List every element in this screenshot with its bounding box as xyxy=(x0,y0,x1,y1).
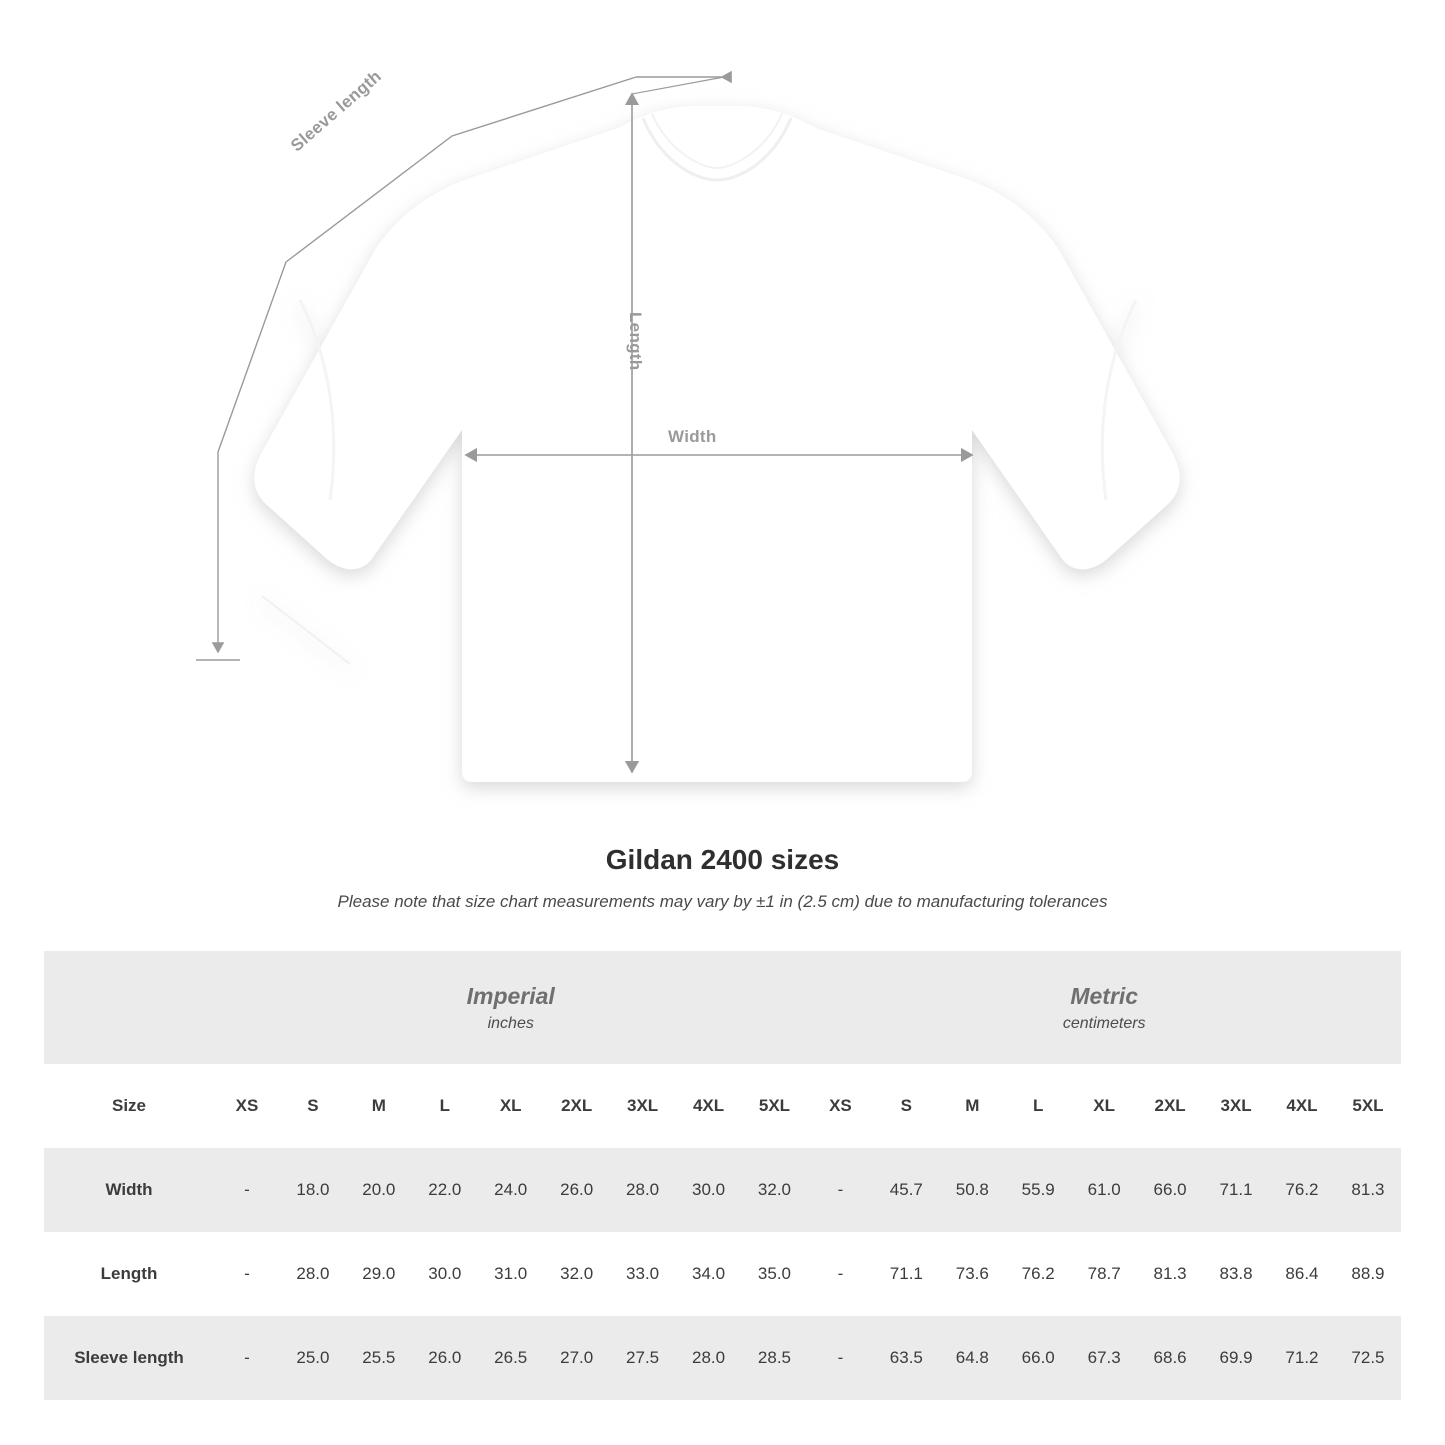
table-cell: 29.0 xyxy=(346,1232,412,1316)
table-cell: 26.0 xyxy=(412,1316,478,1400)
size-header-cell: S xyxy=(873,1064,939,1148)
table-cell: 81.3 xyxy=(1335,1148,1401,1232)
table-cell: 66.0 xyxy=(1005,1316,1071,1400)
size-header-cell: 4XL xyxy=(676,1064,742,1148)
table-cell: 86.4 xyxy=(1269,1232,1335,1316)
size-row-label: Size xyxy=(44,1064,214,1148)
title-block xyxy=(0,844,1445,912)
size-header-cell: 5XL xyxy=(742,1064,808,1148)
unit-header-spacer xyxy=(44,951,214,1064)
table-cell: 68.6 xyxy=(1137,1316,1203,1400)
table-cell: 76.2 xyxy=(1005,1232,1071,1316)
size-header-cell: M xyxy=(939,1064,1005,1148)
table-cell: 27.5 xyxy=(610,1316,676,1400)
unit-group-imperial xyxy=(214,951,807,1064)
table-cell: 34.0 xyxy=(676,1232,742,1316)
table-cell: 76.2 xyxy=(1269,1148,1335,1232)
page-title: Gildan 2400 sizes xyxy=(605,844,840,875)
table-cell: 27.0 xyxy=(544,1316,610,1400)
size-header-cell: 5XL xyxy=(1335,1064,1401,1148)
table-row xyxy=(44,1148,1401,1232)
length-dimension-label: Length xyxy=(626,312,645,371)
table-cell: 64.8 xyxy=(939,1316,1005,1400)
table-cell: 35.0 xyxy=(742,1232,808,1316)
table-cell: 66.0 xyxy=(1137,1148,1203,1232)
table-row xyxy=(44,1232,1401,1316)
size-header-cell: M xyxy=(346,1064,412,1148)
table-cell: - xyxy=(214,1232,280,1316)
size-header-cell: 2XL xyxy=(1137,1064,1203,1148)
table-cell: 32.0 xyxy=(742,1148,808,1232)
table-cell: 32.0 xyxy=(544,1232,610,1316)
table-cell: 18.0 xyxy=(280,1148,346,1232)
size-header-cell: 3XL xyxy=(610,1064,676,1148)
table-cell: 78.7 xyxy=(1071,1232,1137,1316)
size-chart-table xyxy=(44,951,1401,1400)
table-cell: 88.9 xyxy=(1335,1232,1401,1316)
size-header-cell: XL xyxy=(478,1064,544,1148)
size-header-cell: 2XL xyxy=(544,1064,610,1148)
width-dimension-label: Width xyxy=(668,427,717,446)
table-cell: 26.0 xyxy=(544,1148,610,1232)
table-cell: 30.0 xyxy=(412,1232,478,1316)
size-header-cell: S xyxy=(280,1064,346,1148)
size-header-cell: XS xyxy=(807,1064,873,1148)
table-cell: 69.9 xyxy=(1203,1316,1269,1400)
unit-group-imperial-name: Imperial xyxy=(466,982,555,1009)
tolerance-note: Please note that size chart measurements may vary by ±1 in (2.5 cm) due to manufacturing tolerances xyxy=(337,892,1108,911)
table-cell: 24.0 xyxy=(478,1148,544,1232)
table-cell: 26.5 xyxy=(478,1316,544,1400)
table-cell: 61.0 xyxy=(1071,1148,1137,1232)
table-cell: 28.5 xyxy=(742,1316,808,1400)
table-cell: 31.0 xyxy=(478,1232,544,1316)
table-cell: 33.0 xyxy=(610,1232,676,1316)
size-chart-table-wrapper xyxy=(44,951,1401,1400)
table-cell: 71.1 xyxy=(873,1232,939,1316)
table-cell: - xyxy=(807,1316,873,1400)
table-cell: 28.0 xyxy=(610,1148,676,1232)
table-cell: 73.6 xyxy=(939,1232,1005,1316)
size-header-cell: L xyxy=(412,1064,478,1148)
sleeve-length-dimension-label: Sleeve length xyxy=(287,66,386,156)
table-cell: 20.0 xyxy=(346,1148,412,1232)
table-cell: 50.8 xyxy=(939,1148,1005,1232)
unit-group-metric-sub: centimeters xyxy=(1062,1015,1146,1033)
size-header-cell: 4XL xyxy=(1269,1064,1335,1148)
table-cell: 55.9 xyxy=(1005,1148,1071,1232)
table-cell: 83.8 xyxy=(1203,1232,1269,1316)
table-cell: - xyxy=(807,1232,873,1316)
table-cell: 25.0 xyxy=(280,1316,346,1400)
size-header-row xyxy=(44,1064,1401,1148)
table-cell: 63.5 xyxy=(873,1316,939,1400)
table-cell: 28.0 xyxy=(676,1316,742,1400)
table-cell: 71.2 xyxy=(1269,1316,1335,1400)
unit-group-metric xyxy=(807,951,1401,1064)
row-label-length: Length xyxy=(44,1232,214,1316)
unit-header-row xyxy=(44,951,1401,1064)
size-header-cell: XS xyxy=(214,1064,280,1148)
table-cell: 72.5 xyxy=(1335,1316,1401,1400)
table-cell: 45.7 xyxy=(873,1148,939,1232)
table-cell: 28.0 xyxy=(280,1232,346,1316)
unit-group-metric-name: Metric xyxy=(1070,982,1139,1009)
table-cell: 22.0 xyxy=(412,1148,478,1232)
table-cell: 30.0 xyxy=(676,1148,742,1232)
size-header-cell: L xyxy=(1005,1064,1071,1148)
size-header-cell: 3XL xyxy=(1203,1064,1269,1148)
table-cell: 81.3 xyxy=(1137,1232,1203,1316)
table-cell: - xyxy=(807,1148,873,1232)
unit-group-imperial-sub: inches xyxy=(487,1015,534,1033)
table-cell: - xyxy=(214,1148,280,1232)
row-label-width: Width xyxy=(44,1148,214,1232)
table-cell: - xyxy=(214,1316,280,1400)
table-row xyxy=(44,1316,1401,1400)
size-header-cell: XL xyxy=(1071,1064,1137,1148)
row-label-sleeve-length: Sleeve length xyxy=(44,1316,214,1400)
shirt-shape xyxy=(254,106,1179,782)
table-cell: 67.3 xyxy=(1071,1316,1137,1400)
table-cell: 25.5 xyxy=(346,1316,412,1400)
table-cell: 71.1 xyxy=(1203,1148,1269,1232)
